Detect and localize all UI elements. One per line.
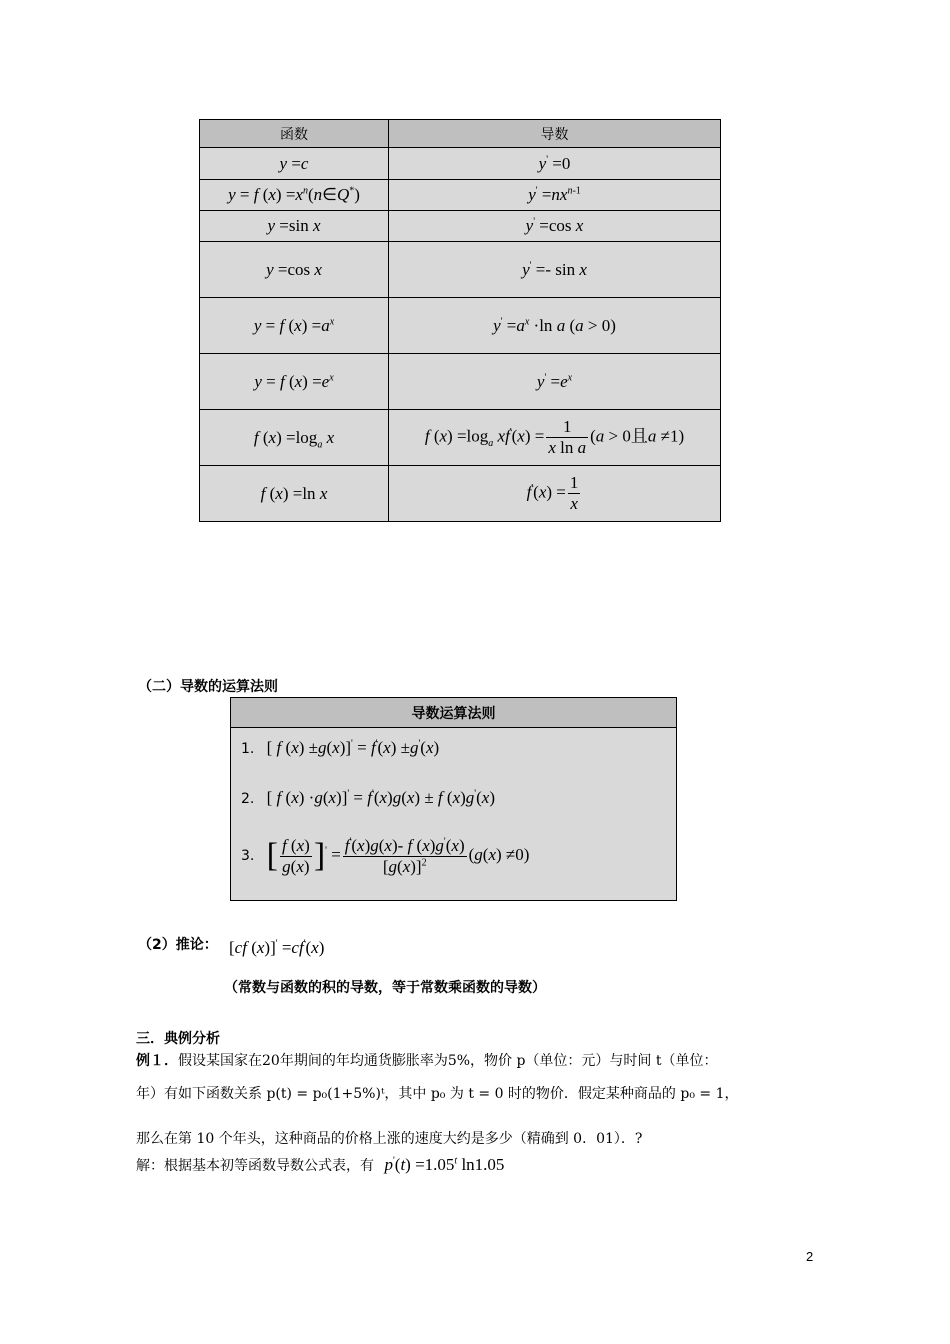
table-row [200,180,721,211]
solution-line [136,1155,504,1175]
header-derivative: 导数 [389,120,721,148]
table-row [200,242,721,298]
table-row [200,298,721,354]
function-cell: f $(x) =\log_a$ x [200,410,389,466]
table-row [200,211,721,242]
rules-table-header: 导数运算法则 [231,698,677,728]
section-heading-rules: （二）导数的运算法则 [138,679,278,695]
header-function: 函数 [200,120,389,148]
derivative-cell: y' =0 [389,148,721,180]
solution-text: 解：根据基本初等函数导数公式表，有 [136,1158,374,1174]
page-number: 2 [806,1249,814,1264]
derivative-cell: $y' =a^x \cdot\ln$ a (a > 0) [389,298,721,354]
rule-number: 1. [241,741,255,757]
derivative-cell: y' =cos x [389,211,721,242]
example-text: 假设某国家在20年期间的年均通货膨胀率为5%，物价 p（单位：元）与时间 t（单位： [178,1053,718,1069]
function-cell: y = f $(x) =a^x$ [200,298,389,354]
derivative-cell: y' =- sin x [389,242,721,298]
function-cell: y = f $(x) =x^n(n\in Q^*)$ [200,180,389,211]
corollary-note: （常数与函数的积的导数，等于常数乘函数的导数） [224,980,546,996]
example-line-2: 年）有如下函数关系 p(t) = p₀(1+5%)ᵗ，其中 p₀ 为 t = 0 时的物价．假定某种商品的 p₀ = 1， [136,1086,739,1102]
function-cell: f (x) =ln x [200,466,389,522]
function-cell: y = f $(x) =e^x$ [200,354,389,410]
example-line-3: 那么在第 10 个年头，这种商品的价格上涨的速度大约是多少（精确到 0．01）．? [136,1131,643,1147]
rule-sum: 1. [ f (x) ±g(x)]' = f'(x) ±g'(x) [241,738,440,757]
derivative-cell: $y' =nx^{n-1}$ [389,180,721,211]
rule-number: 2. [241,791,255,807]
derivative-rules-table [230,697,677,901]
corollary-formula: [cf (x)]' =cf'(x) [229,938,325,957]
table-row [200,148,721,180]
example-label: 例１． [136,1053,178,1069]
rule-product: 2. [ f (x) ·g(x)]' = f'(x)g(x) ± f (x)g'(x) [241,788,495,807]
rule-quotient: 3. [ $\frac{f (x)}{g(x)}$ ]' = $\frac{f'(x)g(x)- f (x)g'(x)}{[g(x)]^2}$ (g(x) ≠0) [241,836,530,876]
derivative-cell: f $(x) =\log_a$ xf'(x) = $\frac{1}{\text{x ln a}}$ (a > 0且a ≠1) [389,410,721,466]
derivative-cell: $y' =e^x$ [389,354,721,410]
rule-number: 3. [241,848,255,865]
function-cell: y =c [200,148,389,180]
derivative-formula-table [199,119,721,522]
table-row [200,354,721,410]
section-heading-examples: 三．典例分析 [136,1031,220,1047]
derivative-cell: f'(x) = $\frac{1}{x}$ [389,466,721,522]
corollary-label: （2）推论： [138,937,218,953]
table-row [200,410,721,466]
function-cell: y =cos x [200,242,389,298]
example-line-1 [136,1050,718,1070]
table-row [200,466,721,522]
rules-cell [231,728,677,901]
function-cell: y =sin x [200,211,389,242]
solution-formula: $p'(t) =1.05^t$ ln1.05 [384,1155,505,1174]
